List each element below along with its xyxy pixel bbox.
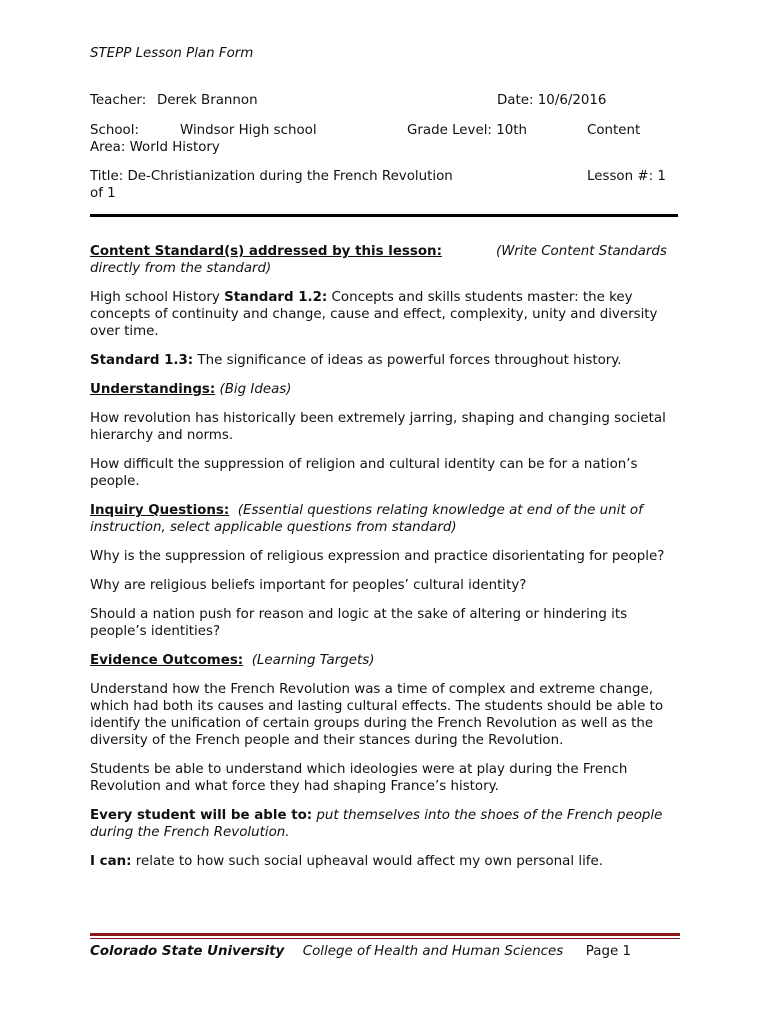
evidence-heading-block — [90, 652, 680, 669]
inquiry-question-2: Why are religious beliefs important for peoples’ cultural identity? — [90, 578, 527, 593]
school-name: Windsor High school — [180, 123, 317, 138]
evidence-heading: Evidence Outcomes: — [90, 653, 244, 668]
content-standards-heading: Content Standard(s) addressed by this lesson: — [90, 244, 442, 259]
footer-divider — [90, 933, 680, 939]
every-student-label: Every student will be able to: — [90, 808, 313, 823]
i-can-text: relate to how such social upheaval would affect my own personal life. — [131, 854, 603, 869]
teacher-name: Derek Brannon — [157, 93, 258, 108]
inquiry-question-3: Should a nation push for reason and logic at the sake of altering or hindering its people’s identities? — [90, 607, 628, 639]
standard-1-3 — [90, 352, 680, 369]
i-can-statement — [90, 853, 680, 870]
standard-1-2 — [90, 289, 680, 340]
understanding-item-2: How difficult the suppression of religion and cultural identity can be for a nation’s people. — [90, 457, 638, 489]
teacher-label: Teacher: — [90, 93, 147, 108]
standard-1-3-text: The significance of ideas as powerful forces throughout history. — [193, 353, 622, 368]
understandings-heading-block — [90, 381, 680, 398]
content-area: Area: World History — [90, 140, 220, 155]
understandings-note: (Big Ideas) — [219, 382, 292, 397]
standard-1-2-prefix: High school History — [90, 290, 225, 305]
understandings-heading: Understandings: — [90, 382, 216, 397]
footer-page-number: Page 1 — [585, 944, 631, 959]
content-standards-heading-block — [90, 243, 680, 277]
standard-1-3-label: Standard 1.3: — [90, 353, 194, 368]
standard-1-2-label: Standard 1.2: — [224, 290, 328, 305]
page-footer — [90, 943, 680, 960]
lesson-title: Title: De-Christianization during the French Revolution — [90, 169, 453, 184]
lesson-number: Lesson #: 1 — [587, 169, 666, 184]
inquiry-heading-block — [90, 502, 680, 536]
content-standards-note-b: directly from the standard) — [90, 261, 272, 276]
every-student-text: put themselves into the shoes of the French people during the French Revolution. — [90, 808, 663, 840]
lesson-date: Date: 10/6/2016 — [497, 93, 607, 108]
evidence-paragraph-1: Understand how the French Revolution was a time of complex and extreme change, which had both its causes and lasting cultural effects. The students should be able to identify the unification of certain groups during the French Revolution as well as the diversity of the French people and their stances during the Revolution. — [90, 682, 664, 748]
inquiry-question-1: Why is the suppression of religious expression and practice disorientating for people? — [90, 549, 665, 564]
evidence-paragraph-2: Students be able to understand which ideologies were at play during the French Revolution and what force they had shaping France’s history. — [90, 762, 628, 794]
understanding-item-1: How revolution has historically been extremely jarring, shaping and changing societal hierarchy and norms. — [90, 411, 666, 443]
inquiry-note: (Essential questions relating knowledge at end of the unit of instruction, select applicable questions from standard) — [90, 503, 643, 535]
header-divider — [90, 214, 678, 217]
i-can-label: I can: — [90, 854, 132, 869]
evidence-note: (Learning Targets) — [251, 653, 375, 668]
footer-university: Colorado State University — [90, 944, 285, 959]
standard-1-2-text: Concepts and skills students master: the key concepts of continuity and change, cause and effect, complexity, unity and diversity over time. — [90, 290, 658, 339]
school-label: School: — [90, 123, 139, 138]
lesson-of: of 1 — [90, 186, 116, 201]
content-standards-note-a: (Write Content Standards — [496, 244, 667, 259]
footer-college: College of Health and Human Sciences — [302, 944, 564, 959]
inquiry-heading: Inquiry Questions: — [90, 503, 230, 518]
grade-level: Grade Level: 10th — [407, 123, 527, 138]
every-student-statement — [90, 807, 680, 841]
form-title: STEPP Lesson Plan Form — [90, 46, 254, 61]
lesson-body — [90, 243, 680, 882]
content-label: Content — [587, 123, 641, 138]
